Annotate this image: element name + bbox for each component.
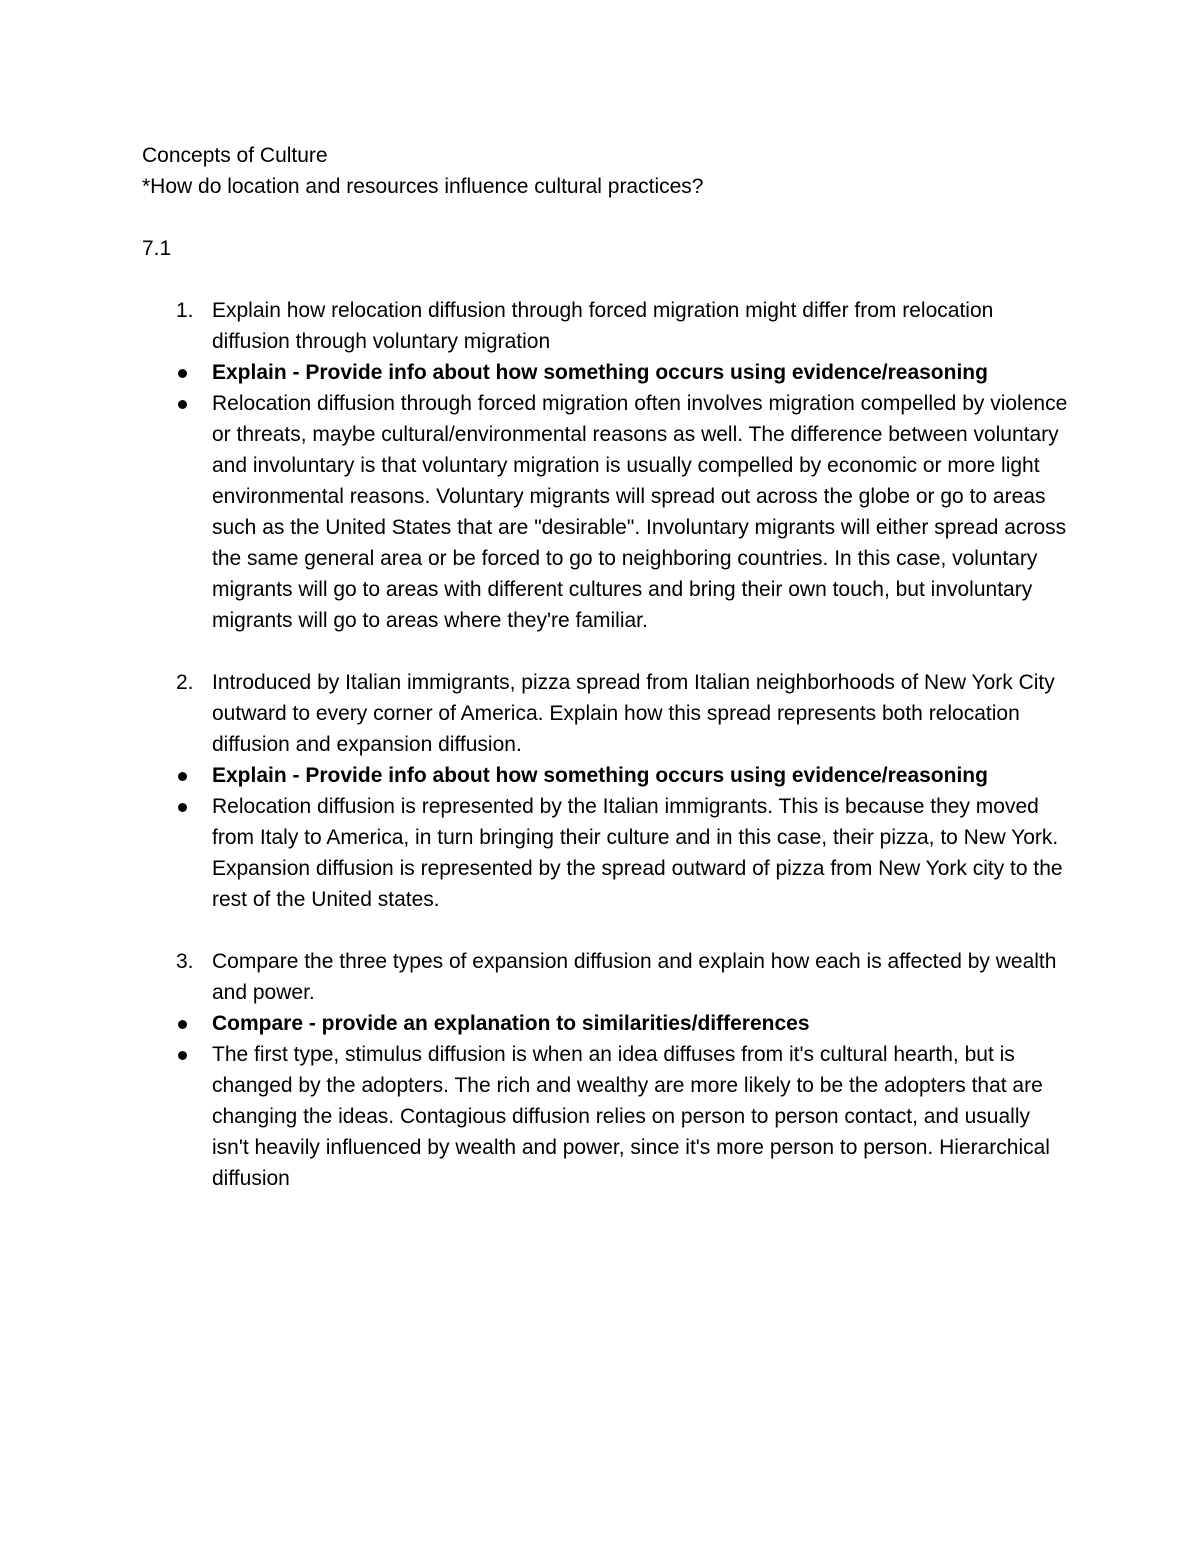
- section-number: 7.1: [142, 237, 172, 260]
- answer-text: Relocation diffusion is represented by the Italian immigrants. This is because they moved from Italy to America, in turn bringing their culture and in this case, their pizza, to New York. Expansion diffusion is represented by the spread outward of pizza from New York city to the rest of the United states.: [212, 795, 1063, 911]
- document-content: [142, 140, 1072, 1194]
- answer-text: Relocation diffusion through forced migration often involves migration compelled by violence or threats, maybe cultural/environmental reasons as well. The difference between voluntary and involuntary is that voluntary migration is usually compelled by economic or more light environmental reasons. Voluntary migrants will spread out across the globe or go to areas such as the United States that are "desirable". Involuntary migrants will either spread across the same general area or be forced to go to neighboring countries. In this case, voluntary migrants will go to areas with different cultures and bring their own touch, but involuntary migrants will go to areas where they're familiar.: [212, 392, 1068, 632]
- instruction-text: Explain - Provide info about how something occurs using evidence/reasoning: [212, 361, 988, 384]
- answer-bullet: [212, 1039, 1072, 1194]
- instruction-text: Explain - Provide info about how something occurs using evidence/reasoning: [212, 764, 988, 787]
- spacer: [142, 915, 1072, 946]
- answer-text: The first type, stimulus diffusion is when an idea diffuses from it's cultural hearth, but is changed by the adopters. The rich and wealthy are more likely to be the adopters that are changing the ideas. Contagious diffusion relies on person to person contact, and usually isn't heavily influenced by wealth and power, since it's more person to person. Hierarchical diffusion: [212, 1043, 1050, 1190]
- question-2: [142, 667, 1072, 760]
- bullet-dot-icon: [178, 1020, 187, 1029]
- question-prompt: Explain how relocation diffusion through forced migration might differ from relocation diffusion through voluntary migration: [212, 299, 994, 353]
- instruction-bullet: [212, 760, 1072, 791]
- spacer: [142, 636, 1072, 667]
- question-prompt: Introduced by Italian immigrants, pizza spread from Italian neighborhoods of New York City outward to every corner of America. Explain how this spread represents both relocation diffusion and expansion diffusion.: [212, 671, 1055, 756]
- spacer: [142, 202, 1072, 233]
- bullet-dot-icon: [178, 772, 187, 781]
- question-prompt: Compare the three types of expansion diffusion and explain how each is affected by wealth and power.: [212, 950, 1057, 1004]
- question-3: [142, 946, 1072, 1008]
- question-number: 2.: [176, 671, 194, 694]
- bullet-dot-icon: [178, 803, 187, 812]
- document-title: Concepts of Culture: [142, 144, 328, 167]
- instruction-bullet: [212, 357, 1072, 388]
- answer-bullet: [212, 388, 1072, 636]
- question-number: 3.: [176, 950, 194, 973]
- bullet-dot-icon: [178, 400, 187, 409]
- instruction-text: Compare - provide an explanation to similarities/differences: [212, 1012, 810, 1035]
- question-1-bullets: [142, 357, 1072, 636]
- bullet-dot-icon: [178, 1051, 187, 1060]
- spacer: [142, 264, 1072, 295]
- question-1: [142, 295, 1072, 357]
- instruction-bullet: [212, 1008, 1072, 1039]
- question-number: 1.: [176, 299, 194, 322]
- question-3-bullets: [142, 1008, 1072, 1194]
- guiding-question: *How do location and resources influence cultural practices?: [142, 175, 704, 198]
- question-2-bullets: [142, 760, 1072, 915]
- bullet-dot-icon: [178, 369, 187, 378]
- answer-bullet: [212, 791, 1072, 915]
